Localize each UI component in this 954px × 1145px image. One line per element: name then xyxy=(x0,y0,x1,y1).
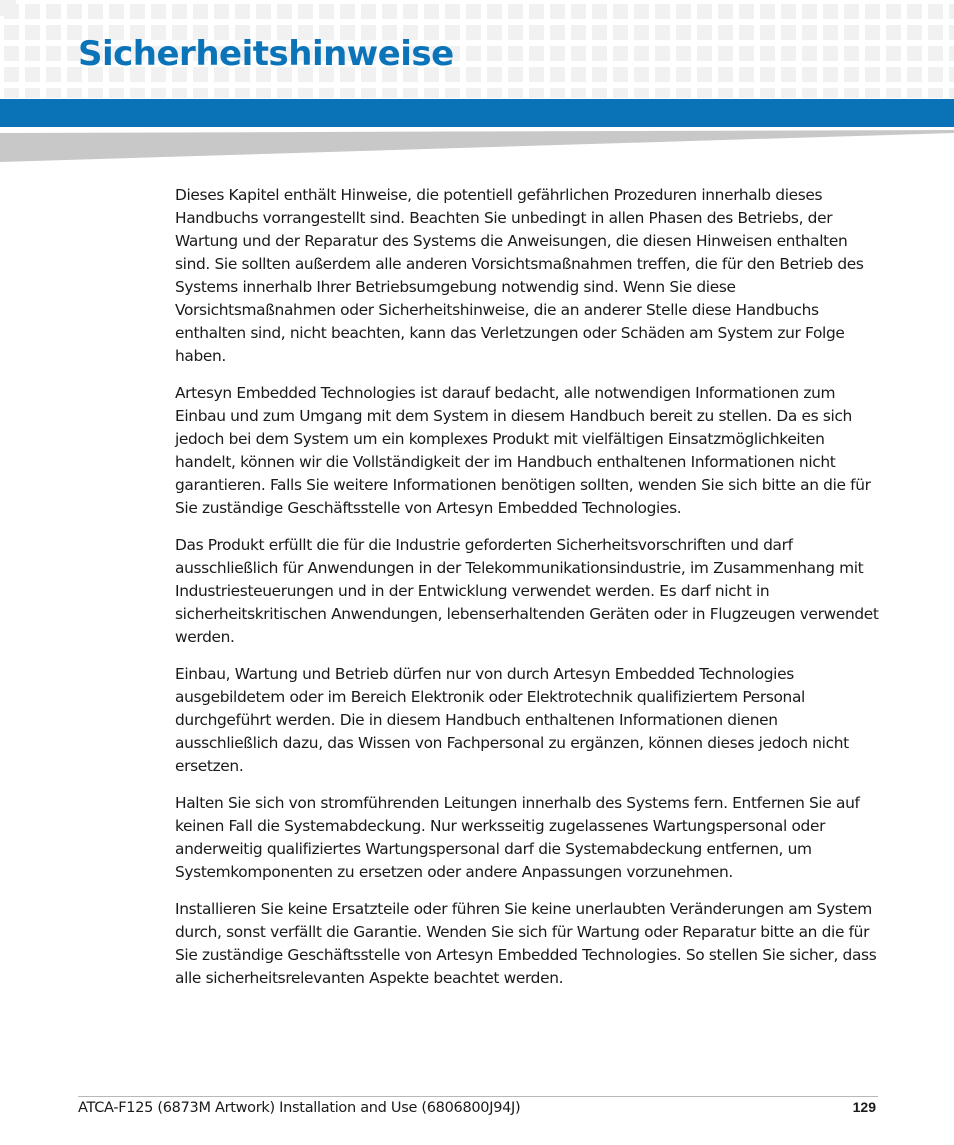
pattern-square xyxy=(907,4,922,19)
pattern-square xyxy=(466,4,481,19)
body-paragraph: Artesyn Embedded Technologies ist darauf bedacht, alle notwendigen Informationen zum Einbau und zum Umgang mit dem System in diesem Handbuch bereit zu stellen. Da es sich jedoch bei dem System um ein komplexes Produkt mit vielfältigen Einsatzmöglichkeiten handelt, können wir die Vollständigkeit der im Handbuch enthaltenen Informationen nicht garantieren. Falls Sie weitere Informationen benötigen sollten, wenden Sie sich bitte an die für Sie zuständige Geschäftsstelle von Artesyn Embedded Technologies. xyxy=(175,384,871,517)
pattern-square xyxy=(907,46,922,61)
pattern-square xyxy=(571,25,586,40)
pattern-square xyxy=(613,46,628,61)
pattern-square xyxy=(907,67,922,82)
pattern-square xyxy=(865,46,880,61)
pattern-square xyxy=(487,67,502,82)
pattern-square xyxy=(823,46,838,61)
pattern-square xyxy=(865,88,880,98)
pattern-square xyxy=(46,88,61,98)
body-paragraph: Dieses Kapitel enthält Hinweise, die potentiell gefährlichen Prozeduren innerhalb dieses Handbuchs vorrangestellt sind. Beachten Sie unbedingt in allen Phasen des Betriebs, der Wartung und der Reparatur des Systems die Anweisungen, die diesen Hinweisen enthalten sind. Sie sollten außerdem alle anderen Vorsichtsmaßnahmen treffen, die für den Betrieb des Systems innerhalb Ihrer Betriebsumgebung notwendig sind. Wenn Sie diese Vorsichtsmaßnahmen oder Sicherheitshinweise, die an anderer Stelle diese Handbuchs enthalten sind, nicht beachten, kann das Verletzungen oder Schäden am System zur Folge haben. xyxy=(175,186,864,365)
pattern-square xyxy=(298,4,313,19)
pattern-square xyxy=(928,4,943,19)
pattern-square xyxy=(529,4,544,19)
pattern-square xyxy=(193,88,208,98)
pattern-square xyxy=(550,88,565,98)
pattern-square xyxy=(760,25,775,40)
pattern-square xyxy=(592,46,607,61)
pattern-square xyxy=(802,67,817,82)
pattern-square xyxy=(67,88,82,98)
pattern-square xyxy=(193,4,208,19)
pattern-square xyxy=(739,46,754,61)
pattern-square xyxy=(844,4,859,19)
pattern-square xyxy=(949,67,954,82)
pattern-square xyxy=(718,67,733,82)
pattern-square xyxy=(886,4,901,19)
pattern-square xyxy=(382,88,397,98)
pattern-square xyxy=(697,25,712,40)
pattern-square xyxy=(781,46,796,61)
pattern-square xyxy=(655,4,670,19)
body-paragraph: Einbau, Wartung und Betrieb dürfen nur von durch Artesyn Embedded Technologies ausgebildetem oder im Bereich Elektronik oder Elektrotechnik qualifiziertem Personal durchgeführt werden. Die in diesem Handbuch enthaltenen Informationen dienen ausschließlich dazu, das Wissen von Fachpersonal zu ergänzen, können dieses jedoch nicht ersetzen. xyxy=(175,665,849,775)
pattern-square xyxy=(844,88,859,98)
pattern-square xyxy=(25,4,40,19)
pattern-square xyxy=(655,46,670,61)
pattern-square xyxy=(529,25,544,40)
body-content xyxy=(175,184,880,1004)
pattern-square xyxy=(46,67,61,82)
pattern-square xyxy=(151,88,166,98)
pattern-square xyxy=(592,88,607,98)
pattern-square xyxy=(424,4,439,19)
pattern-square xyxy=(802,4,817,19)
pattern-square xyxy=(760,46,775,61)
pattern-square xyxy=(634,46,649,61)
pattern-square xyxy=(466,88,481,98)
pattern-square xyxy=(781,4,796,19)
pattern-square xyxy=(907,25,922,40)
pattern-square xyxy=(634,67,649,82)
pattern-square xyxy=(277,4,292,19)
pattern-square xyxy=(172,4,187,19)
pattern-square xyxy=(235,4,250,19)
pattern-square xyxy=(802,46,817,61)
pattern-square xyxy=(718,88,733,98)
pattern-square xyxy=(613,25,628,40)
pattern-square xyxy=(340,4,355,19)
body-paragraph: Installieren Sie keine Ersatzteile oder führen Sie keine unerlaubten Veränderungen am System durch, sonst verfällt die Garantie. Wenden Sie sich für Wartung oder Reparatur bitte an die für Sie zuständige Geschäftsstelle von Artesyn Embedded Technologies. So stellen Sie sicher, dass alle sicherheitsrelevanten Aspekte beachtet werden. xyxy=(175,900,877,987)
pattern-square xyxy=(571,67,586,82)
pattern-square xyxy=(634,88,649,98)
pattern-square xyxy=(928,46,943,61)
pattern-square xyxy=(949,88,954,98)
pattern-square xyxy=(466,67,481,82)
pattern-square xyxy=(886,67,901,82)
pattern-square xyxy=(529,46,544,61)
pattern-square xyxy=(46,46,61,61)
pattern-square xyxy=(109,88,124,98)
pattern-square xyxy=(214,4,229,19)
pattern-square xyxy=(613,4,628,19)
pattern-square xyxy=(361,88,376,98)
pattern-square xyxy=(319,88,334,98)
footer-divider xyxy=(78,1096,878,1097)
pattern-square xyxy=(781,25,796,40)
pattern-square xyxy=(739,4,754,19)
pattern-square xyxy=(4,4,19,19)
pattern-square xyxy=(340,88,355,98)
pattern-square xyxy=(613,67,628,82)
pattern-square xyxy=(613,88,628,98)
pattern-square xyxy=(256,4,271,19)
body-paragraph: Halten Sie sich von stromführenden Leitungen innerhalb des Systems fern. Entfernen Sie auf keinen Fall die Systemabdeckung. Nur werksseitig zugelassenes Wartungspersonal oder anderweitig qualifiziertes Wartungspersonal darf die Systemabdeckung entfernen, um Systemkomponenten zu ersetzen oder andere Anpassungen vorzunehmen. xyxy=(175,794,860,881)
pattern-square xyxy=(445,88,460,98)
pattern-square xyxy=(928,25,943,40)
pattern-square xyxy=(760,4,775,19)
pattern-square xyxy=(655,25,670,40)
pattern-square xyxy=(46,4,61,19)
page-title: Sicherheitshinweise xyxy=(78,34,454,74)
pattern-square xyxy=(130,4,145,19)
pattern-square xyxy=(865,25,880,40)
pattern-square xyxy=(4,67,19,82)
header-gray-band xyxy=(0,130,954,162)
pattern-square xyxy=(823,88,838,98)
pattern-square xyxy=(676,4,691,19)
pattern-square xyxy=(46,25,61,40)
pattern-square xyxy=(697,46,712,61)
pattern-square xyxy=(592,25,607,40)
pattern-square xyxy=(466,25,481,40)
pattern-square xyxy=(844,25,859,40)
pattern-square xyxy=(88,4,103,19)
pattern-square xyxy=(25,25,40,40)
pattern-square xyxy=(67,4,82,19)
pattern-square xyxy=(739,25,754,40)
pattern-square xyxy=(529,88,544,98)
pattern-square xyxy=(172,88,187,98)
pattern-square xyxy=(361,4,376,19)
pattern-square xyxy=(25,67,40,82)
pattern-square xyxy=(4,88,19,98)
pattern-square xyxy=(634,4,649,19)
pattern-square xyxy=(886,25,901,40)
pattern-square xyxy=(508,88,523,98)
pattern-square xyxy=(256,88,271,98)
pattern-square xyxy=(4,25,19,40)
pattern-square xyxy=(424,88,439,98)
pattern-square xyxy=(214,88,229,98)
pattern-square xyxy=(487,4,502,19)
pattern-square xyxy=(403,88,418,98)
pattern-square xyxy=(88,88,103,98)
pattern-square xyxy=(109,4,124,19)
pattern-square xyxy=(466,46,481,61)
pattern-square xyxy=(550,46,565,61)
pattern-square xyxy=(550,25,565,40)
pattern-square xyxy=(781,67,796,82)
pattern-square xyxy=(655,88,670,98)
pattern-square xyxy=(508,25,523,40)
pattern-square xyxy=(907,88,922,98)
pattern-square xyxy=(802,88,817,98)
pattern-square xyxy=(25,46,40,61)
pattern-square xyxy=(151,4,166,19)
pattern-square xyxy=(739,67,754,82)
pattern-square xyxy=(571,46,586,61)
pattern-square xyxy=(319,4,334,19)
pattern-square xyxy=(4,46,19,61)
pattern-square xyxy=(781,88,796,98)
pattern-square xyxy=(298,88,313,98)
pattern-square xyxy=(760,88,775,98)
pattern-square xyxy=(718,25,733,40)
pattern-square xyxy=(823,4,838,19)
pattern-square xyxy=(865,67,880,82)
page-number: 129 xyxy=(852,1099,876,1115)
pattern-square xyxy=(634,25,649,40)
pattern-square xyxy=(886,88,901,98)
pattern-square xyxy=(697,4,712,19)
pattern-square xyxy=(802,25,817,40)
pattern-square xyxy=(130,88,145,98)
pattern-square xyxy=(508,4,523,19)
pattern-square xyxy=(508,67,523,82)
pattern-square xyxy=(550,4,565,19)
pattern-square xyxy=(277,88,292,98)
header-blue-band xyxy=(0,99,954,127)
pattern-square xyxy=(235,88,250,98)
pattern-square xyxy=(844,46,859,61)
footer-document-title: ATCA-F125 (6873M Artwork) Installation and Use (6806800J94J) xyxy=(78,1100,521,1116)
pattern-square xyxy=(718,4,733,19)
pattern-square xyxy=(487,25,502,40)
pattern-square xyxy=(949,46,954,61)
pattern-square xyxy=(697,67,712,82)
pattern-square xyxy=(529,67,544,82)
pattern-square xyxy=(760,67,775,82)
pattern-square xyxy=(655,67,670,82)
pattern-square xyxy=(676,25,691,40)
pattern-square xyxy=(382,4,397,19)
pattern-square xyxy=(697,88,712,98)
pattern-square xyxy=(676,46,691,61)
pattern-square xyxy=(676,67,691,82)
pattern-square xyxy=(823,25,838,40)
pattern-square xyxy=(949,4,954,19)
pattern-square xyxy=(445,4,460,19)
pattern-square xyxy=(403,4,418,19)
pattern-square xyxy=(571,88,586,98)
pattern-square xyxy=(718,46,733,61)
pattern-square xyxy=(844,67,859,82)
pattern-square xyxy=(928,67,943,82)
pattern-square xyxy=(571,4,586,19)
pattern-square xyxy=(949,25,954,40)
pattern-square xyxy=(928,88,943,98)
pattern-square xyxy=(487,88,502,98)
pattern-square xyxy=(592,4,607,19)
pattern-square xyxy=(676,88,691,98)
pattern-square xyxy=(592,67,607,82)
pattern-square xyxy=(508,46,523,61)
pattern-square xyxy=(865,4,880,19)
pattern-square xyxy=(823,67,838,82)
pattern-square xyxy=(886,46,901,61)
pattern-square xyxy=(550,67,565,82)
body-paragraph: Das Produkt erfüllt die für die Industrie geforderten Sicherheitsvorschriften und darf ausschließlich für Anwendungen in der Telekommunikationsindustrie, im Zusammenhang mit Industriesteuerungen und in der Entwicklung verwendet werden. Es darf nicht in sicherheitskritischen Anwendungen, lebenserhaltenden Geräten oder in Flugzeugen verwendet werden. xyxy=(175,536,879,646)
pattern-square xyxy=(25,88,40,98)
pattern-square xyxy=(739,88,754,98)
pattern-square xyxy=(487,46,502,61)
